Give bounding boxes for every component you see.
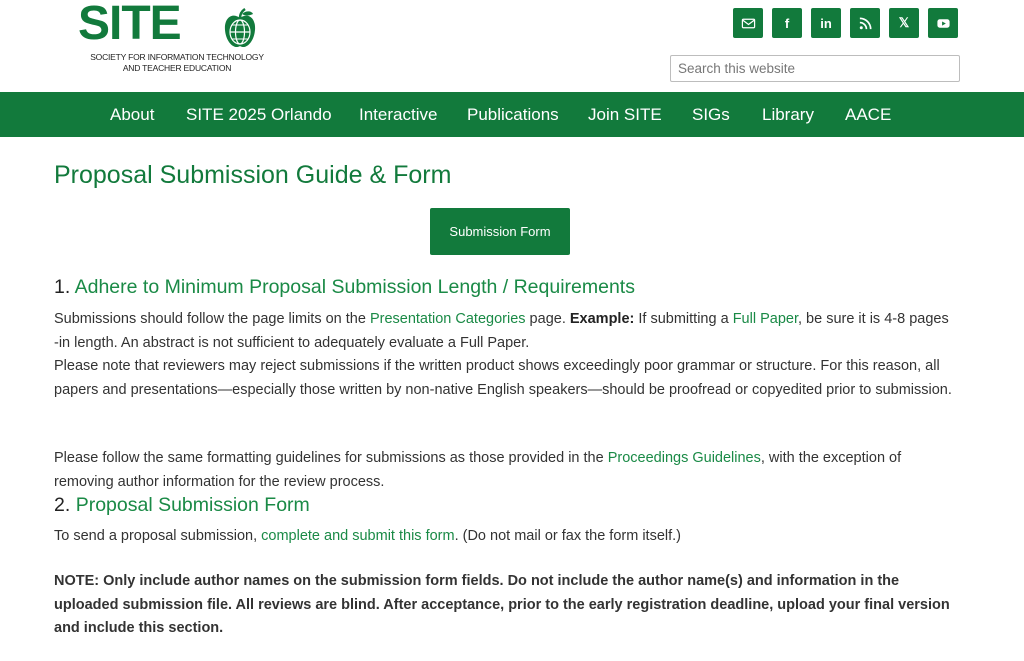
text: , be sure it is 4-8 pages -in length. An abstract is not sufficient to adequately evaluate a Full Paper. xyxy=(54,311,949,351)
text: . (Do not mail or fax the form itself.) xyxy=(454,528,682,544)
section-1-number: 1. xyxy=(54,276,71,298)
nav-item-interactive[interactable]: Interactive xyxy=(359,105,438,124)
logo-wordmark: SITE xyxy=(78,0,181,50)
email-button[interactable] xyxy=(733,8,763,38)
text: , with the exception of removing author information for the review process. xyxy=(54,450,902,490)
text: Please follow the same formatting guidelines for submissions as those provided in the xyxy=(54,450,608,466)
nav-item-aace[interactable]: AACE xyxy=(845,105,892,124)
logo-tagline-line-2: AND TEACHER EDUCATION xyxy=(122,63,232,73)
section-2-paragraph-1 xyxy=(54,525,954,549)
text: page. xyxy=(525,311,570,327)
x-icon: 𝕏 xyxy=(898,15,910,30)
logo-tagline xyxy=(82,52,272,74)
youtube-button[interactable] xyxy=(928,8,958,38)
section-1-title: Adhere to Minimum Proposal Submission Length / Requirements xyxy=(74,276,635,298)
nav-item-sigs[interactable]: SIGs xyxy=(692,105,730,124)
apple-globe-icon xyxy=(222,8,258,50)
social-links xyxy=(733,8,958,38)
rss-button[interactable] xyxy=(850,8,880,38)
site-header xyxy=(0,0,1024,92)
proceedings-guidelines-link[interactable]: Proceedings Guidelines xyxy=(607,450,761,466)
section-2-heading xyxy=(54,494,310,517)
section-1-paragraph-3 xyxy=(54,447,954,494)
email-icon xyxy=(741,16,756,31)
text: If submitting a xyxy=(634,311,733,327)
main-nav xyxy=(0,92,1024,137)
author-names-note: NOTE: Only include author names on the submission form fields. Do not include the author name(s) and information in the uploaded submission file. All reviews are blind. After acceptance, prior to the early registration deadline, upload your final version and include this section. xyxy=(54,573,950,636)
x-button[interactable] xyxy=(889,8,919,38)
section-2-title: Proposal Submission Form xyxy=(75,494,310,516)
section-2-number: 2. xyxy=(54,494,71,516)
section-1-heading xyxy=(54,276,635,299)
section-1-paragraph-1 xyxy=(54,308,954,355)
text: To send a proposal submission, xyxy=(54,528,262,544)
site-logo[interactable] xyxy=(78,0,268,86)
presentation-categories-link[interactable]: Presentation Categories xyxy=(369,311,526,327)
example-label: Example: xyxy=(569,311,635,327)
section-1-paragraph-2: Please note that reviewers may reject submissions if the written product shows exceedingly poor grammar or structure. For this reason, all papers and presentations—especially those written by non-native English speakers—should be proofread or copyedited prior to submission. xyxy=(54,358,952,398)
search-input[interactable] xyxy=(670,55,960,82)
linkedin-button[interactable] xyxy=(811,8,841,38)
submission-form-button[interactable]: Submission Form xyxy=(430,208,570,255)
nav-item-library[interactable]: Library xyxy=(762,105,814,124)
text: Submissions should follow the page limits on the xyxy=(54,311,370,327)
nav-item-about[interactable]: About xyxy=(110,105,155,124)
rss-icon xyxy=(858,16,873,31)
complete-and-submit-form-link[interactable]: complete and submit this form xyxy=(261,528,455,544)
nav-item-publications[interactable]: Publications xyxy=(467,105,559,124)
youtube-icon xyxy=(936,16,951,31)
nav-item-join-site[interactable]: Join SITE xyxy=(588,105,662,124)
page-title: Proposal Submission Guide & Form xyxy=(54,161,452,189)
linkedin-icon: in xyxy=(820,15,832,31)
logo-tagline-line-1: SOCIETY FOR INFORMATION TECHNOLOGY xyxy=(90,52,264,62)
full-paper-link[interactable]: Full Paper xyxy=(732,311,798,327)
nav-item-site-2025-orlando[interactable]: SITE 2025 Orlando xyxy=(186,105,332,124)
facebook-button[interactable] xyxy=(772,8,802,38)
facebook-icon: f xyxy=(784,15,790,31)
